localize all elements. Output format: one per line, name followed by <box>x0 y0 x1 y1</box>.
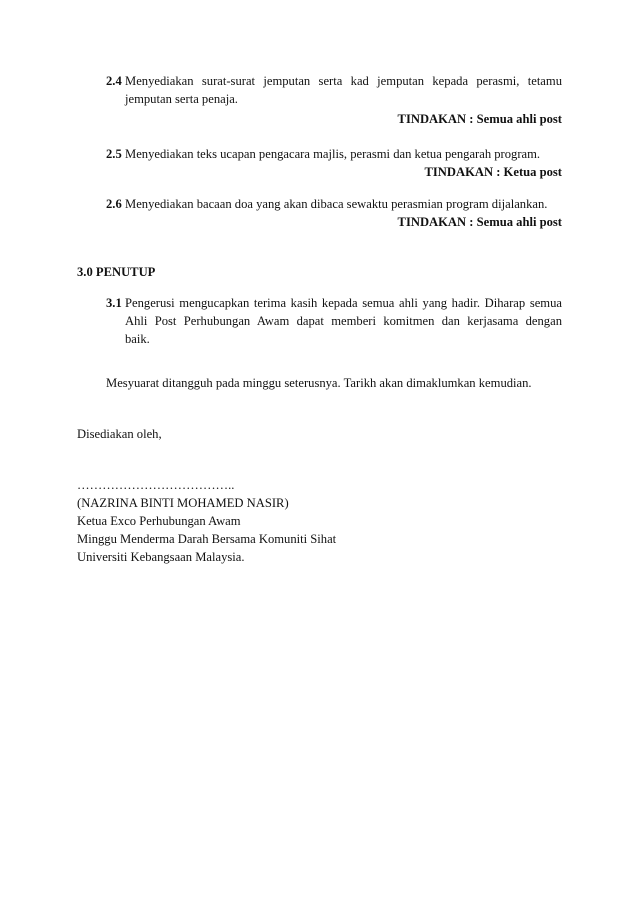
item-text-line1: Pengerusi mengucapkan terima kasih kepada semua ahli yang hadir. Diharap semua <box>125 296 562 310</box>
signatory-position: Ketua Exco Perhubungan Awam <box>77 514 241 528</box>
section-heading: 3.0 PENUTUP <box>77 265 156 279</box>
item-text-line1: Menyediakan bacaan doa yang akan dibaca sewaktu perasmian program dijalankan. <box>125 197 548 211</box>
signature-dots: ……………………………….. <box>77 478 235 492</box>
action-2-6: TINDAKAN : Semua ahli post <box>397 215 562 229</box>
item-number: 3.1 <box>106 296 122 310</box>
action-2-4: TINDAKAN : Semua ahli post <box>397 112 562 126</box>
closing-paragraph: Mesyuarat ditangguh pada minggu seterusnya. Tarikh akan dimaklumkan kemudian. <box>106 376 532 390</box>
item-text-line2: Ahli Post Perhubungan Awam dapat memberi komitmen dan kerjasama dengan <box>125 314 562 328</box>
item-2-5 <box>106 145 562 163</box>
item-text-line2: jemputan serta penaja. <box>125 92 238 106</box>
prepared-by: Disediakan oleh, <box>77 427 162 441</box>
item-2-4 <box>106 72 562 108</box>
item-number: 2.6 <box>106 197 122 211</box>
action-2-5: TINDAKAN : Ketua post <box>424 165 562 179</box>
item-number: 2.5 <box>106 147 122 161</box>
item-text-line1: Menyediakan teks ucapan pengacara majlis, perasmi dan ketua pengarah program. <box>125 147 541 161</box>
signatory-name: (NAZRINA BINTI MOHAMED NASIR) <box>77 496 289 510</box>
item-3-1 <box>106 294 562 348</box>
item-2-6 <box>106 195 562 213</box>
item-number: 2.4 <box>106 74 122 88</box>
event-name: Minggu Menderma Darah Bersama Komuniti Sihat <box>77 532 337 546</box>
university-name: Universiti Kebangsaan Malaysia. <box>77 550 245 564</box>
item-text-line3: baik. <box>125 332 150 346</box>
item-text-line1: Menyediakan surat-surat jemputan serta kad jemputan kepada perasmi, tetamu <box>125 74 562 88</box>
